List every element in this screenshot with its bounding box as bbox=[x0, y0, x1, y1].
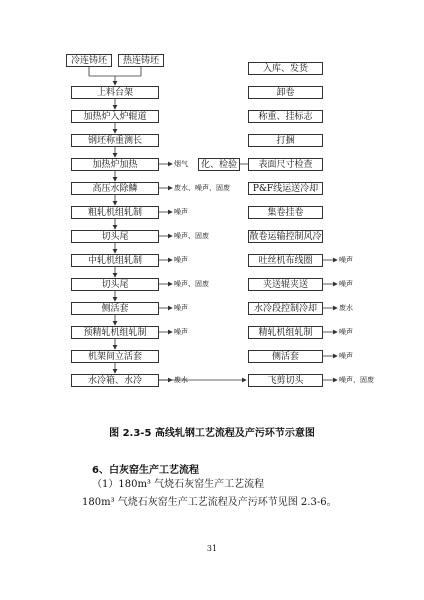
right-step-box: 卸卷 bbox=[248, 86, 323, 99]
right-step-box: 吐丝机布线圈 bbox=[248, 254, 323, 267]
pollution-annotation: 噪声 bbox=[339, 280, 353, 288]
left-step-box: 预精轧机组轧制 bbox=[71, 326, 159, 339]
left-step-box: 切头尾 bbox=[71, 278, 159, 291]
left-step-box: 侧活套 bbox=[71, 302, 159, 315]
right-step-box: 夹送辊夹送 bbox=[248, 278, 323, 291]
left-step-box: 粗轧机组轧制 bbox=[71, 206, 159, 219]
left-step-box: 加热炉入炉辊道 bbox=[71, 110, 159, 123]
start-box-hot-billet: 热连铸坯 bbox=[118, 54, 164, 67]
left-step-box: 机架间立活套 bbox=[71, 350, 159, 363]
left-step-box: 加热炉加热 bbox=[71, 158, 159, 171]
right-step-box: 散卷运输控制风冷 bbox=[249, 232, 322, 242]
left-step-box: 水冷箱、水冷 bbox=[71, 374, 159, 387]
right-step-box: 水冷段控制冷却 bbox=[248, 302, 323, 315]
body-paragraph: 180m³ 气烧石灰窑生产工艺流程及产污环节见图 2.3-6。 bbox=[82, 497, 337, 508]
page-number: 31 bbox=[206, 544, 218, 553]
pollution-annotation: 噪声 bbox=[174, 256, 188, 264]
right-step-box: 侧活套 bbox=[248, 350, 323, 363]
pollution-annotation: 噪声、固废 bbox=[174, 232, 209, 240]
pollution-annotation: 烟气 bbox=[174, 160, 188, 168]
left-step-box: 中轧机组轧制 bbox=[71, 254, 159, 267]
pollution-annotation: 噪声、固废 bbox=[339, 376, 374, 384]
pollution-annotation: 噪声 bbox=[339, 256, 353, 264]
figure-caption: 图 2.3-5 高线轧钢工艺流程及产污环节示意图 bbox=[109, 428, 315, 439]
right-step-box: 打捆 bbox=[248, 134, 323, 147]
start-box-cold-billet: 冷连铸坯 bbox=[66, 54, 112, 67]
right-step-box: 表面尺寸检查 bbox=[248, 158, 323, 171]
left-step-box: 钢坯称重测长 bbox=[71, 134, 159, 147]
left-step-box: 上料台架 bbox=[71, 86, 159, 99]
pollution-annotation: 噪声 bbox=[339, 352, 353, 360]
inspection-box: 化、检验 bbox=[198, 158, 240, 171]
pollution-annotation: 废水 bbox=[339, 304, 353, 312]
pollution-annotation: 噪声 bbox=[174, 208, 188, 216]
right-step-box: 称重、挂标志 bbox=[248, 110, 323, 123]
pollution-annotation: 噪声 bbox=[174, 304, 188, 312]
right-step-box: 集卷挂卷 bbox=[248, 206, 323, 219]
right-step-box: P&F线运送冷却 bbox=[248, 182, 323, 195]
right-step-box: 飞剪切头 bbox=[248, 374, 323, 387]
pollution-annotation: 废水、噪声、固废 bbox=[174, 184, 230, 192]
pollution-annotation: 噪声、固废 bbox=[174, 280, 209, 288]
right-step-box: 精轧机组轧制 bbox=[248, 326, 323, 339]
pollution-annotation: 噪声 bbox=[339, 328, 353, 336]
left-step-box: 高压水除鳞 bbox=[71, 182, 159, 195]
pollution-annotation: 废水 bbox=[174, 376, 188, 384]
subsection-heading: （1）180m³ 气烧石灰窑生产工艺流程 bbox=[92, 479, 265, 490]
right-step-box: 入库、发货 bbox=[248, 62, 323, 75]
section-heading: 6、白灰窑生产工艺流程 bbox=[92, 465, 199, 476]
left-step-box: 切头尾 bbox=[71, 230, 159, 243]
pollution-annotation: 噪声 bbox=[174, 328, 188, 336]
